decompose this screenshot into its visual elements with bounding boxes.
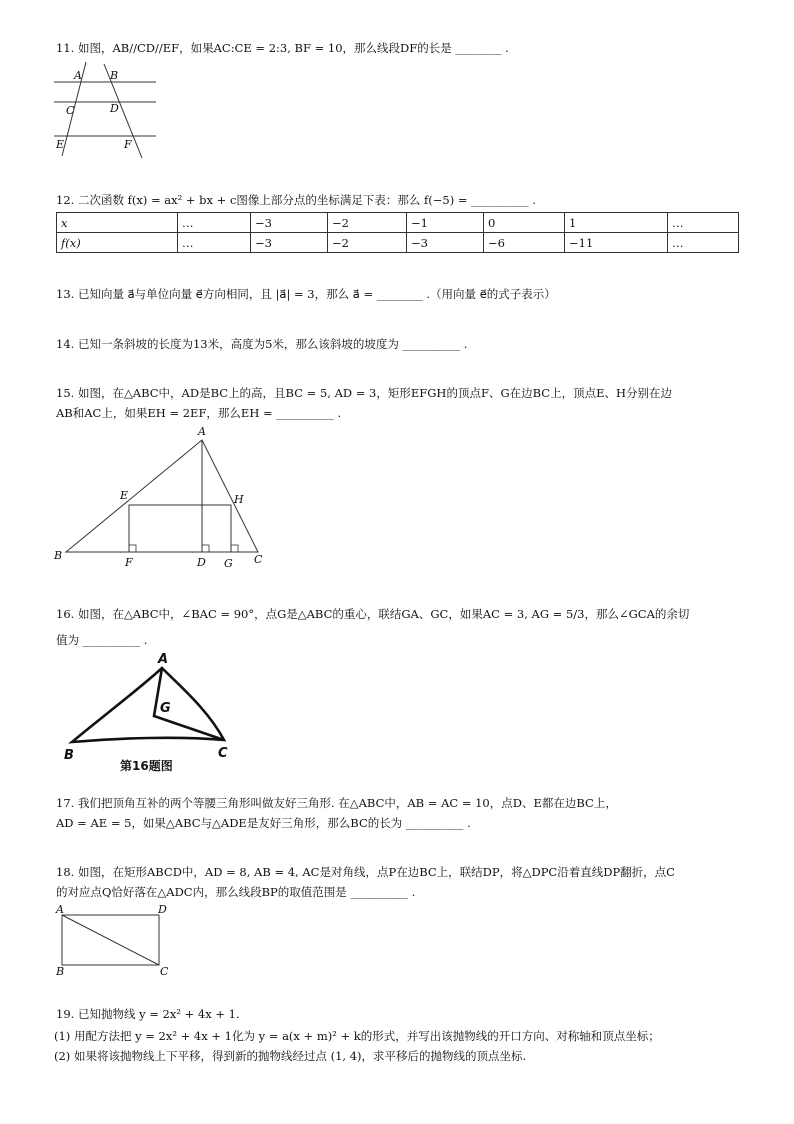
label-g: G: [160, 701, 171, 716]
question-11: [56, 38, 746, 58]
table-cell: −1: [407, 213, 484, 233]
question-19-part-2: (2) 如果将该抛物线上下平移，得到新的抛物线经过点 (1, 4)，求平移后的抛物线的顶点坐标.: [54, 1049, 527, 1063]
question-12-text: 12. 二次函数 f(x) = ax² + bx + c图像上部分点的坐标满足下表：那么 f(−5) = __________ .: [56, 193, 536, 207]
question-15: [56, 383, 746, 423]
question-12: [56, 190, 746, 210]
right-angle-mark-d: [202, 545, 209, 552]
rectangle-efgh: [129, 505, 231, 552]
table-cell: −11: [565, 233, 668, 253]
label-a: A: [56, 903, 64, 916]
question-14: [56, 334, 746, 354]
label-b: B: [110, 69, 119, 82]
table-cell: …: [668, 213, 739, 233]
question-18-line-1: 18. 如图，在矩形ABCD中，AD = 8, AB = 4, AC是对角线，点P在边BC上，联结DP，将△DPC沿着直线DP翻折，点C: [56, 865, 675, 879]
label-f: F: [124, 138, 132, 151]
table-cell: −2: [328, 213, 407, 233]
table-row: [57, 233, 739, 253]
table-cell: …: [668, 233, 739, 253]
question-15-figure: [50, 422, 280, 572]
label-g: G: [224, 557, 233, 570]
label-b: B: [56, 965, 65, 978]
label-b: B: [64, 748, 74, 763]
label-a: A: [198, 425, 206, 438]
question-17-line-1: 17. 我们把顶角互补的两个等腰三角形叫做友好三角形. 在△ABC中，AB = AC = 10，点D、E都在边BC上，: [56, 796, 617, 810]
question-19: [56, 1004, 746, 1024]
question-18-figure: [54, 902, 184, 978]
table-cell: …: [178, 213, 251, 233]
label-f: F: [125, 556, 133, 569]
question-13: [56, 284, 746, 304]
label-a: A: [158, 652, 169, 667]
label-a: A: [74, 69, 82, 82]
table-cell: −3: [251, 233, 328, 253]
table-cell: f(x): [57, 233, 178, 253]
right-angle-mark-f: [129, 545, 136, 552]
question-15-line-1: 15. 如图，在△ABC中，AD是BC上的高，且BC = 5, AD = 3，矩形EFGH的顶点F、G在边BC上，顶点E、H分别在边: [56, 386, 673, 400]
table-cell: −2: [328, 233, 407, 253]
question-16-line-1: 16. 如图，在△ABC中，∠BAC = 90°，点G是△ABC的重心，联结GA、GC，如果AC = 3, AG = 5/3，那么∠GCA的余切: [56, 607, 690, 621]
table-cell: x: [57, 213, 178, 233]
label-b: B: [54, 549, 63, 562]
table-cell: 0: [484, 213, 565, 233]
label-d: D: [197, 556, 206, 569]
label-c: C: [66, 104, 75, 117]
label-e: E: [56, 138, 65, 151]
question-16-line-2: 值为 __________ .: [56, 633, 148, 647]
question-11-figure: [52, 60, 162, 160]
table-cell: −3: [251, 213, 328, 233]
figure-caption: 第16题图: [120, 759, 173, 773]
label-d: D: [110, 102, 119, 115]
table-cell: −6: [484, 233, 565, 253]
question-17-line-2: AD = AE = 5，如果△ABC与△ADE是友好三角形，那么BC的长为 __________ .: [56, 816, 471, 830]
label-c: C: [254, 553, 263, 566]
table-cell: −3: [407, 233, 484, 253]
label-h: H: [234, 493, 244, 506]
label-c: C: [218, 746, 228, 761]
right-angle-mark-g: [231, 545, 238, 552]
question-13-text: 13. 已知向量 a⃗与单位向量 e⃗方向相同，且 |a⃗| = 3，那么 a⃗ = ________ .（用向量 e⃗的式子表示）: [56, 287, 556, 301]
question-16-figure: [58, 650, 248, 773]
question-14-text: 14. 已知一条斜坡的长度为13米，高度为5米，那么该斜坡的坡度为 __________ .: [56, 337, 468, 351]
table-cell: …: [178, 233, 251, 253]
label-d: D: [158, 903, 167, 916]
question-19-text: 19. 已知抛物线 y = 2x² + 4x + 1.: [56, 1007, 240, 1021]
question-19-part-1: (1) 用配方法把 y = 2x² + 4x + 1化为 y = a(x + m)² + k的形式，并写出该抛物线的开口方向、对称轴和顶点坐标；: [54, 1029, 660, 1043]
label-c: C: [160, 965, 169, 978]
table-row: [57, 213, 739, 233]
question-17: [56, 793, 746, 833]
value-table: [56, 212, 739, 253]
question-16: [56, 604, 746, 650]
question-18-line-2: 的对应点Q恰好落在△ADC内，那么线段BP的取值范围是 __________ .: [56, 885, 416, 899]
table-cell: 1: [565, 213, 668, 233]
question-11-text: 11. 如图，AB//CD//EF，如果AC:CE = 2:3, BF = 10，那么线段DF的长是 ________ .: [56, 41, 509, 55]
question-15-line-2: AB和AC上，如果EH = 2EF，那么EH = __________ .: [56, 406, 342, 420]
label-e: E: [120, 489, 129, 502]
question-18: [56, 862, 746, 902]
triangle-abc: [66, 440, 258, 552]
diagonal-ac: [62, 915, 159, 965]
